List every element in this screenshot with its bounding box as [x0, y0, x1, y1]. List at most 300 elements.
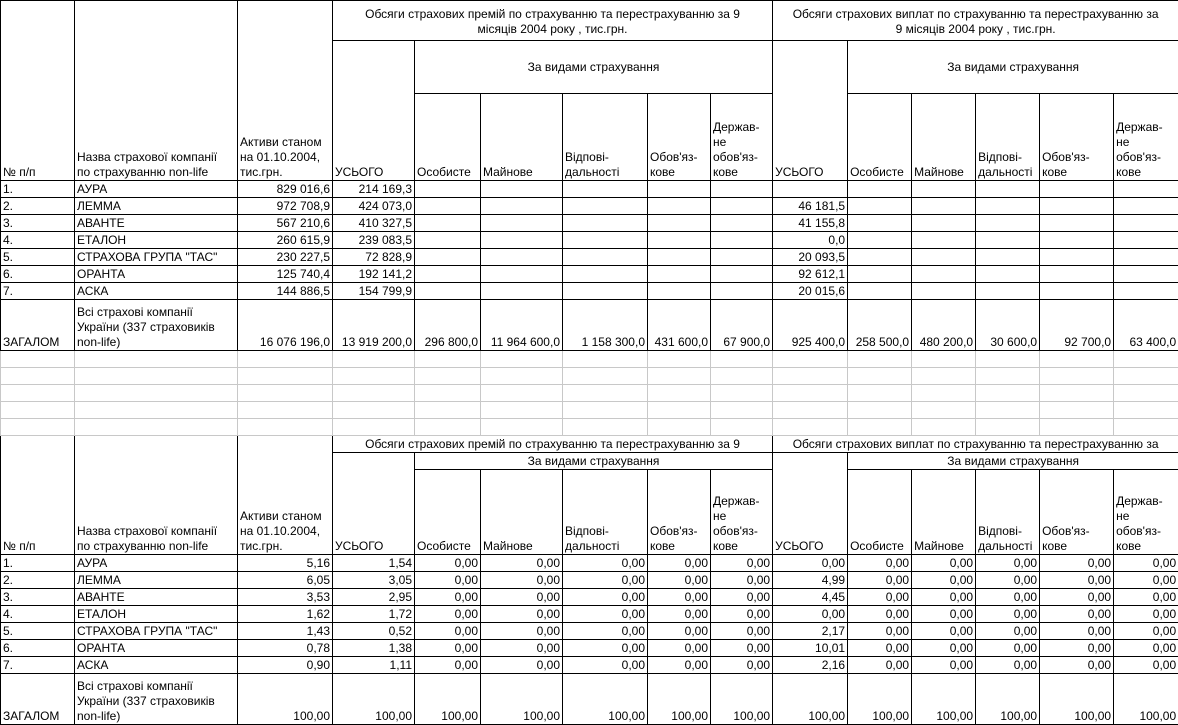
value-cell[interactable]: 1 158 300,0 [563, 300, 648, 351]
empty-cell[interactable] [75, 385, 238, 402]
header-payments-total[interactable]: УСЬОГО [773, 41, 848, 181]
header-type-liability[interactable]: Відпові- дальності [976, 470, 1040, 555]
empty-cell[interactable] [333, 351, 415, 368]
value-cell[interactable]: 0,00 [415, 606, 481, 623]
value-cell[interactable]: 0,00 [976, 606, 1040, 623]
value-cell[interactable]: 41 155,8 [773, 215, 848, 232]
value-cell[interactable]: 192 141,2 [333, 266, 415, 283]
value-cell[interactable] [563, 232, 648, 249]
value-cell[interactable]: 0,00 [648, 555, 711, 572]
value-cell[interactable]: 1,62 [238, 606, 333, 623]
empty-cell[interactable] [563, 368, 648, 385]
value-cell[interactable]: 0,00 [563, 606, 648, 623]
empty-cell[interactable] [912, 419, 976, 436]
company-name-cell[interactable]: АВАНТЕ [75, 215, 238, 232]
value-cell[interactable] [563, 198, 648, 215]
row-number-cell[interactable]: 5. [1, 623, 75, 640]
value-cell[interactable]: 6,05 [238, 572, 333, 589]
row-number-cell[interactable]: 2. [1, 198, 75, 215]
value-cell[interactable]: 0,00 [976, 589, 1040, 606]
value-cell[interactable]: 0,00 [415, 555, 481, 572]
value-cell[interactable]: 0,00 [415, 623, 481, 640]
value-cell[interactable]: 46 181,5 [773, 198, 848, 215]
value-cell[interactable] [912, 283, 976, 300]
header-type-mandatory[interactable]: Обов'яз- кове [648, 94, 711, 181]
value-cell[interactable] [648, 249, 711, 266]
value-cell[interactable]: 0,00 [1114, 623, 1178, 640]
header-type-mandatory[interactable]: Обов'яз- кове [1040, 470, 1114, 555]
company-name-cell[interactable]: ОРАНТА [75, 266, 238, 283]
value-cell[interactable]: 20 015,6 [773, 283, 848, 300]
empty-cell[interactable] [848, 419, 912, 436]
value-cell[interactable]: 100,00 [773, 674, 848, 725]
value-cell[interactable]: 0,00 [648, 657, 711, 674]
value-cell[interactable] [912, 266, 976, 283]
empty-cell[interactable] [773, 419, 848, 436]
empty-cell[interactable] [333, 419, 415, 436]
empty-cell[interactable] [481, 419, 563, 436]
value-cell[interactable] [481, 215, 563, 232]
value-cell[interactable]: 0,00 [711, 606, 773, 623]
value-cell[interactable]: 0,00 [1040, 657, 1114, 674]
empty-cell[interactable] [1114, 385, 1178, 402]
value-cell[interactable] [711, 266, 773, 283]
value-cell[interactable]: 431 600,0 [648, 300, 711, 351]
value-cell[interactable] [415, 283, 481, 300]
empty-cell[interactable] [1, 385, 75, 402]
value-cell[interactable] [415, 232, 481, 249]
value-cell[interactable]: 0,00 [481, 606, 563, 623]
value-cell[interactable] [912, 232, 976, 249]
value-cell[interactable] [648, 181, 711, 198]
value-cell[interactable] [976, 266, 1040, 283]
empty-cell[interactable] [648, 351, 711, 368]
value-cell[interactable]: 0,00 [481, 572, 563, 589]
value-cell[interactable]: 0,0 [773, 232, 848, 249]
value-cell[interactable] [481, 249, 563, 266]
empty-cell[interactable] [912, 402, 976, 419]
value-cell[interactable] [773, 181, 848, 198]
company-name-cell[interactable]: АУРА [75, 181, 238, 198]
header-premiums-title[interactable]: Обсяги страхових премій по страхуванню та перестрахуванню за 9 [333, 436, 773, 453]
value-cell[interactable]: 0,00 [1040, 555, 1114, 572]
company-name-cell[interactable]: ЛЕММА [75, 572, 238, 589]
value-cell[interactable]: 0,00 [848, 640, 912, 657]
header-type-mandatory[interactable]: Обов'яз- кове [648, 470, 711, 555]
header-type-state-mandatory[interactable]: Держав- не обов'яз- кове [1114, 470, 1178, 555]
value-cell[interactable]: 0,00 [1040, 572, 1114, 589]
value-cell[interactable] [711, 215, 773, 232]
empty-cell[interactable] [1040, 402, 1114, 419]
value-cell[interactable] [976, 232, 1040, 249]
empty-cell[interactable] [563, 402, 648, 419]
value-cell[interactable] [481, 232, 563, 249]
value-cell[interactable]: 0,00 [563, 657, 648, 674]
value-cell[interactable]: 100,00 [848, 674, 912, 725]
value-cell[interactable]: 0,00 [976, 555, 1040, 572]
row-number-cell[interactable]: 4. [1, 232, 75, 249]
header-name[interactable]: Назва страхової компанії по страхуванню non-life [75, 436, 238, 555]
value-cell[interactable] [1114, 232, 1178, 249]
company-name-cell[interactable]: ОРАНТА [75, 640, 238, 657]
value-cell[interactable]: 0,00 [912, 640, 976, 657]
value-cell[interactable]: 100,00 [481, 674, 563, 725]
value-cell[interactable]: 11 964 600,0 [481, 300, 563, 351]
empty-cell[interactable] [773, 351, 848, 368]
empty-cell[interactable] [415, 368, 481, 385]
value-cell[interactable]: 972 708,9 [238, 198, 333, 215]
value-cell[interactable] [848, 181, 912, 198]
empty-cell[interactable] [415, 351, 481, 368]
value-cell[interactable]: 0,00 [848, 555, 912, 572]
value-cell[interactable] [1114, 181, 1178, 198]
value-cell[interactable]: 100,00 [648, 674, 711, 725]
value-cell[interactable]: 1,72 [333, 606, 415, 623]
value-cell[interactable]: 0,00 [848, 572, 912, 589]
value-cell[interactable]: 63 400,0 [1114, 300, 1178, 351]
value-cell[interactable] [1040, 181, 1114, 198]
header-type-liability[interactable]: Відпові- дальності [976, 94, 1040, 181]
company-name-cell[interactable]: Всі страхові компанії України (337 страховиків non-life) [75, 300, 238, 351]
header-type-property[interactable]: Майнове [481, 94, 563, 181]
value-cell[interactable]: 16 076 196,0 [238, 300, 333, 351]
value-cell[interactable]: 0,00 [711, 589, 773, 606]
empty-cell[interactable] [481, 351, 563, 368]
value-cell[interactable]: 0,00 [1114, 606, 1178, 623]
header-type-personal[interactable]: Особисте [415, 94, 481, 181]
value-cell[interactable]: 0,00 [415, 640, 481, 657]
empty-cell[interactable] [773, 368, 848, 385]
value-cell[interactable]: 0,00 [1114, 589, 1178, 606]
header-premiums-total[interactable]: УСЬОГО [333, 453, 415, 555]
value-cell[interactable] [912, 198, 976, 215]
header-type-liability[interactable]: Відпові- дальності [563, 94, 648, 181]
value-cell[interactable]: 0,00 [415, 572, 481, 589]
company-name-cell[interactable]: АСКА [75, 283, 238, 300]
value-cell[interactable]: 0,00 [1114, 572, 1178, 589]
value-cell[interactable]: 0,00 [563, 640, 648, 657]
value-cell[interactable]: 30 600,0 [976, 300, 1040, 351]
value-cell[interactable]: 3,53 [238, 589, 333, 606]
value-cell[interactable] [711, 181, 773, 198]
header-name[interactable]: Назва страхової компанії по страхуванню non-life [75, 1, 238, 181]
empty-cell[interactable] [75, 419, 238, 436]
header-num[interactable]: № п/п [1, 436, 75, 555]
value-cell[interactable]: 100,00 [415, 674, 481, 725]
value-cell[interactable] [481, 181, 563, 198]
header-type-mandatory[interactable]: Обов'яз- кове [1040, 94, 1114, 181]
company-name-cell[interactable]: АВАНТЕ [75, 589, 238, 606]
empty-cell[interactable] [238, 385, 333, 402]
row-number-cell[interactable]: 2. [1, 572, 75, 589]
value-cell[interactable]: 72 828,9 [333, 249, 415, 266]
value-cell[interactable]: 0,00 [563, 572, 648, 589]
value-cell[interactable] [1040, 232, 1114, 249]
header-type-liability[interactable]: Відпові- дальності [563, 470, 648, 555]
value-cell[interactable]: 0,00 [481, 623, 563, 640]
value-cell[interactable]: 125 740,4 [238, 266, 333, 283]
header-payments-total[interactable]: УСЬОГО [773, 453, 848, 555]
value-cell[interactable] [1040, 283, 1114, 300]
value-cell[interactable] [912, 249, 976, 266]
value-cell[interactable]: 1,54 [333, 555, 415, 572]
header-premiums-by-type[interactable]: За видами страхування [415, 41, 773, 94]
empty-cell[interactable] [648, 419, 711, 436]
empty-cell[interactable] [238, 402, 333, 419]
company-name-cell[interactable]: ЛЕММА [75, 198, 238, 215]
value-cell[interactable]: 0,00 [976, 640, 1040, 657]
empty-cell[interactable] [848, 351, 912, 368]
empty-cell[interactable] [1040, 351, 1114, 368]
value-cell[interactable]: 20 093,5 [773, 249, 848, 266]
value-cell[interactable]: 67 900,0 [711, 300, 773, 351]
value-cell[interactable] [415, 215, 481, 232]
value-cell[interactable]: 1,43 [238, 623, 333, 640]
value-cell[interactable]: 1,11 [333, 657, 415, 674]
value-cell[interactable]: 0,00 [711, 640, 773, 657]
empty-cell[interactable] [563, 385, 648, 402]
value-cell[interactable] [848, 232, 912, 249]
header-payments-by-type[interactable]: За видами страхування [848, 453, 1178, 470]
value-cell[interactable] [1114, 249, 1178, 266]
value-cell[interactable] [711, 283, 773, 300]
value-cell[interactable] [648, 215, 711, 232]
value-cell[interactable]: 260 615,9 [238, 232, 333, 249]
value-cell[interactable]: 258 500,0 [848, 300, 912, 351]
empty-cell[interactable] [711, 351, 773, 368]
value-cell[interactable]: 1,38 [333, 640, 415, 657]
value-cell[interactable]: 0,00 [481, 555, 563, 572]
header-num[interactable]: № п/п [1, 1, 75, 181]
value-cell[interactable]: 925 400,0 [773, 300, 848, 351]
value-cell[interactable] [848, 283, 912, 300]
empty-cell[interactable] [976, 351, 1040, 368]
value-cell[interactable]: 0,00 [1040, 640, 1114, 657]
empty-cell[interactable] [912, 368, 976, 385]
value-cell[interactable]: 4,45 [773, 589, 848, 606]
value-cell[interactable] [481, 198, 563, 215]
header-type-personal[interactable]: Особисте [848, 470, 912, 555]
value-cell[interactable] [912, 215, 976, 232]
value-cell[interactable] [415, 266, 481, 283]
value-cell[interactable]: 0,00 [912, 572, 976, 589]
value-cell[interactable]: 0,00 [563, 589, 648, 606]
header-premiums-by-type[interactable]: За видами страхування [415, 453, 773, 470]
value-cell[interactable]: 0,00 [481, 589, 563, 606]
value-cell[interactable]: 214 169,3 [333, 181, 415, 198]
empty-cell[interactable] [848, 402, 912, 419]
header-type-personal[interactable]: Особисте [848, 94, 912, 181]
company-name-cell[interactable]: АУРА [75, 555, 238, 572]
empty-cell[interactable] [711, 402, 773, 419]
value-cell[interactable]: 239 083,5 [333, 232, 415, 249]
value-cell[interactable]: 0,00 [711, 572, 773, 589]
value-cell[interactable] [563, 249, 648, 266]
empty-cell[interactable] [848, 368, 912, 385]
value-cell[interactable]: 4,99 [773, 572, 848, 589]
row-number-cell[interactable]: 1. [1, 181, 75, 198]
empty-cell[interactable] [976, 368, 1040, 385]
header-premiums-title[interactable]: Обсяги страхових премій по страхуванню та перестрахуванню за 9 місяців 2004 року , тис.грн. [333, 1, 773, 41]
value-cell[interactable]: 0,00 [711, 555, 773, 572]
value-cell[interactable] [848, 198, 912, 215]
empty-cell[interactable] [333, 385, 415, 402]
empty-cell[interactable] [648, 385, 711, 402]
value-cell[interactable] [648, 232, 711, 249]
row-number-cell[interactable]: 3. [1, 589, 75, 606]
empty-cell[interactable] [1114, 368, 1178, 385]
value-cell[interactable] [711, 232, 773, 249]
value-cell[interactable]: 0,00 [1114, 555, 1178, 572]
value-cell[interactable]: 100,00 [333, 674, 415, 725]
value-cell[interactable] [976, 249, 1040, 266]
empty-cell[interactable] [481, 385, 563, 402]
empty-cell[interactable] [912, 385, 976, 402]
empty-cell[interactable] [648, 368, 711, 385]
value-cell[interactable]: 100,00 [976, 674, 1040, 725]
empty-cell[interactable] [563, 419, 648, 436]
value-cell[interactable]: 0,00 [912, 657, 976, 674]
value-cell[interactable]: 0,00 [848, 589, 912, 606]
value-cell[interactable] [848, 215, 912, 232]
empty-cell[interactable] [912, 351, 976, 368]
value-cell[interactable] [648, 198, 711, 215]
value-cell[interactable]: 92 612,1 [773, 266, 848, 283]
value-cell[interactable]: 5,16 [238, 555, 333, 572]
value-cell[interactable]: 0,00 [648, 606, 711, 623]
header-premiums-total[interactable]: УСЬОГО [333, 41, 415, 181]
row-number-cell[interactable]: 4. [1, 606, 75, 623]
empty-cell[interactable] [1, 419, 75, 436]
value-cell[interactable]: 0,00 [1040, 606, 1114, 623]
value-cell[interactable]: 0,00 [912, 623, 976, 640]
value-cell[interactable]: 100,00 [1040, 674, 1114, 725]
empty-cell[interactable] [333, 402, 415, 419]
empty-cell[interactable] [976, 419, 1040, 436]
empty-cell[interactable] [848, 385, 912, 402]
value-cell[interactable]: 0,00 [711, 623, 773, 640]
empty-cell[interactable] [563, 351, 648, 368]
company-name-cell[interactable]: ЕТАЛОН [75, 606, 238, 623]
value-cell[interactable]: 424 073,0 [333, 198, 415, 215]
value-cell[interactable]: 10,01 [773, 640, 848, 657]
empty-cell[interactable] [1040, 419, 1114, 436]
empty-cell[interactable] [481, 368, 563, 385]
value-cell[interactable] [648, 283, 711, 300]
row-number-cell[interactable]: 6. [1, 266, 75, 283]
header-type-state-mandatory[interactable]: Держав- не обов'яз- кове [711, 94, 773, 181]
header-type-property[interactable]: Майнове [912, 94, 976, 181]
company-name-cell[interactable]: ЕТАЛОН [75, 232, 238, 249]
empty-cell[interactable] [75, 402, 238, 419]
empty-cell[interactable] [415, 385, 481, 402]
value-cell[interactable]: 154 799,9 [333, 283, 415, 300]
value-cell[interactable]: 0,00 [481, 657, 563, 674]
empty-cell[interactable] [711, 368, 773, 385]
value-cell[interactable] [481, 283, 563, 300]
header-payments-title[interactable]: Обсяги страхових виплат по страхуванню та перестрахуванню за [773, 436, 1178, 453]
empty-cell[interactable] [1114, 351, 1178, 368]
empty-cell[interactable] [333, 368, 415, 385]
row-number-cell[interactable]: 5. [1, 249, 75, 266]
value-cell[interactable]: 230 227,5 [238, 249, 333, 266]
header-assets[interactable]: Активи станом на 01.10.2004, тис.грн. [238, 1, 333, 181]
value-cell[interactable]: 0,00 [648, 589, 711, 606]
value-cell[interactable]: 100,00 [238, 674, 333, 725]
value-cell[interactable]: 0,00 [773, 555, 848, 572]
value-cell[interactable]: 0,00 [848, 623, 912, 640]
value-cell[interactable] [563, 283, 648, 300]
company-name-cell[interactable]: АСКА [75, 657, 238, 674]
value-cell[interactable]: 0,00 [976, 572, 1040, 589]
value-cell[interactable] [648, 266, 711, 283]
empty-cell[interactable] [1114, 402, 1178, 419]
value-cell[interactable]: 2,95 [333, 589, 415, 606]
value-cell[interactable]: 92 700,0 [1040, 300, 1114, 351]
row-number-cell[interactable]: 1. [1, 555, 75, 572]
value-cell[interactable]: 0,90 [238, 657, 333, 674]
value-cell[interactable] [711, 198, 773, 215]
empty-cell[interactable] [976, 385, 1040, 402]
value-cell[interactable]: 144 886,5 [238, 283, 333, 300]
value-cell[interactable]: 0,00 [912, 589, 976, 606]
value-cell[interactable]: 100,00 [711, 674, 773, 725]
value-cell[interactable] [976, 181, 1040, 198]
company-name-cell[interactable]: Всі страхові компанії України (337 страховиків non-life) [75, 674, 238, 725]
empty-cell[interactable] [773, 385, 848, 402]
value-cell[interactable]: 0,00 [773, 606, 848, 623]
value-cell[interactable] [1040, 198, 1114, 215]
value-cell[interactable]: 100,00 [563, 674, 648, 725]
header-assets[interactable]: Активи станом на 01.10.2004, тис.грн. [238, 436, 333, 555]
value-cell[interactable]: 410 327,5 [333, 215, 415, 232]
value-cell[interactable]: 2,16 [773, 657, 848, 674]
value-cell[interactable] [976, 198, 1040, 215]
value-cell[interactable]: 0,00 [415, 657, 481, 674]
empty-cell[interactable] [1040, 368, 1114, 385]
value-cell[interactable]: 0,00 [563, 555, 648, 572]
row-number-cell[interactable]: ЗАГАЛОМ [1, 674, 75, 725]
value-cell[interactable]: 0,00 [648, 572, 711, 589]
empty-cell[interactable] [481, 402, 563, 419]
row-number-cell[interactable]: 7. [1, 657, 75, 674]
header-type-state-mandatory[interactable]: Держав- не обов'яз- кове [1114, 94, 1178, 181]
value-cell[interactable] [912, 181, 976, 198]
value-cell[interactable]: 0,00 [1040, 589, 1114, 606]
value-cell[interactable] [1114, 198, 1178, 215]
header-type-property[interactable]: Майнове [912, 470, 976, 555]
value-cell[interactable] [711, 249, 773, 266]
value-cell[interactable] [1114, 266, 1178, 283]
header-type-personal[interactable]: Особисте [415, 470, 481, 555]
value-cell[interactable] [481, 266, 563, 283]
value-cell[interactable]: 0,00 [481, 640, 563, 657]
empty-cell[interactable] [238, 351, 333, 368]
empty-cell[interactable] [1, 402, 75, 419]
value-cell[interactable] [563, 181, 648, 198]
value-cell[interactable]: 0,78 [238, 640, 333, 657]
row-number-cell[interactable]: 3. [1, 215, 75, 232]
value-cell[interactable]: 0,00 [1114, 657, 1178, 674]
value-cell[interactable]: 0,00 [648, 640, 711, 657]
value-cell[interactable]: 0,00 [563, 623, 648, 640]
value-cell[interactable] [1114, 215, 1178, 232]
value-cell[interactable]: 480 200,0 [912, 300, 976, 351]
empty-cell[interactable] [238, 419, 333, 436]
empty-cell[interactable] [1114, 419, 1178, 436]
value-cell[interactable]: 0,00 [1114, 640, 1178, 657]
empty-cell[interactable] [773, 402, 848, 419]
